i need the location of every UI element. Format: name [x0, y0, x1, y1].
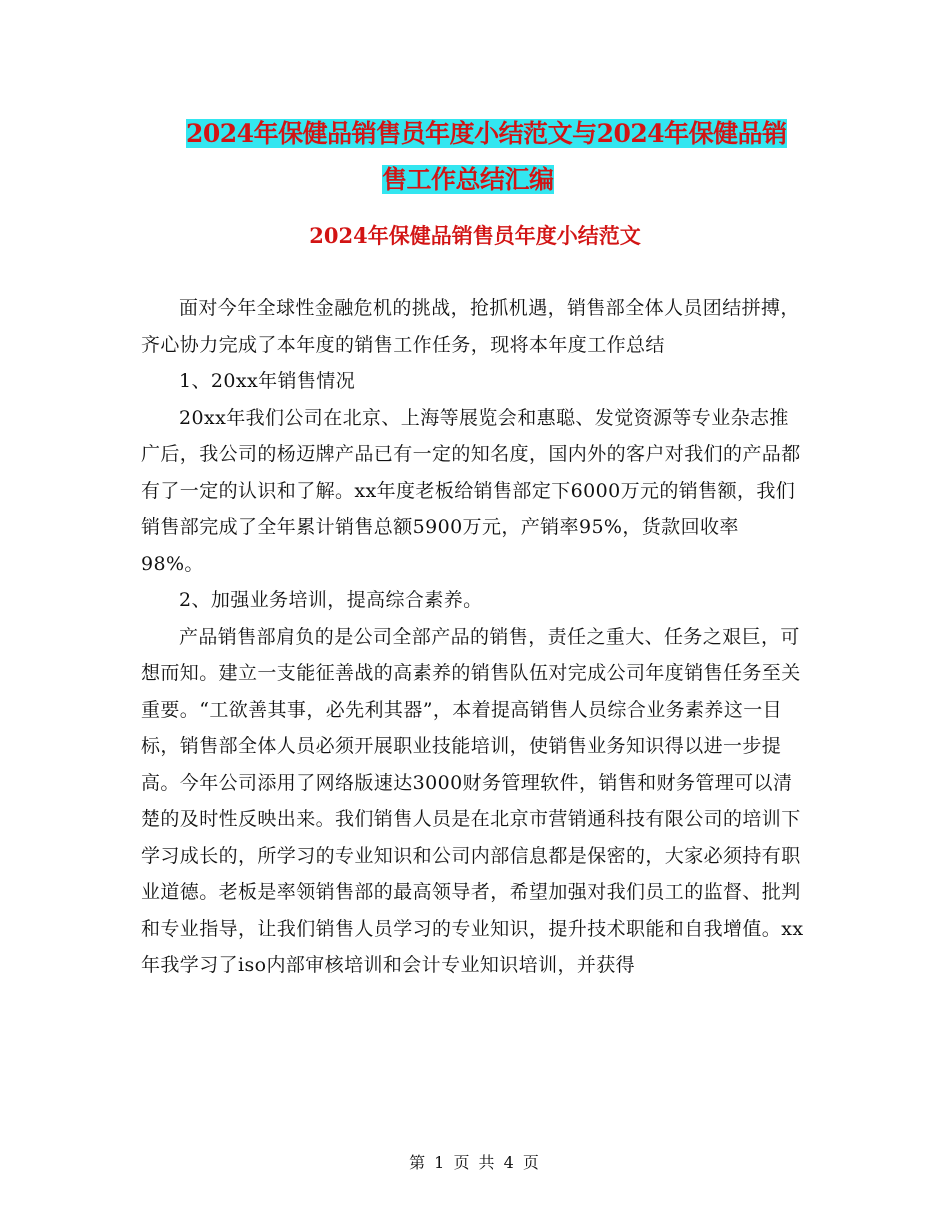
document-body: [141, 290, 806, 984]
paragraph-heading-2: 2、加强业务培训，提高综合素养。: [179, 589, 483, 611]
paragraph-heading-1: 1、20xx年销售情况: [179, 370, 356, 392]
document-title: [186, 111, 826, 203]
page-number-footer: 第 1 页 共 4 页: [409, 1153, 541, 1172]
section-heading: 2024年保健品销售员年度小结范文: [309, 223, 641, 248]
paragraph-training: 产品销售部肩负的是公司全部产品的销售，责任之重大、任务之艰巨，可想而知。建立一支能征善战的高素养的销售队伍对完成公司年度销售任务至关重要。“工欲善其事，必先利其器”，本着提高销售人员综合业务素养这一目标，销售部全体人员必须开展职业技能培训，使销售业务知识得以进一步提高。今年公司添用了网络版速达3000财务管理软件，销售和财务管理可以清楚的及时性反映出来。我们销售人员是在北京市营销通科技有限公司的培训下学习成长的，所学习的专业知识和公司内部信息都是保密的，大家必须持有职业道德。老板是率领销售部的最高领导者，希望加强对我们员工的监督、批判和专业指导，让我们销售人员学习的专业知识，提升技术职能和自我增值。xx年我学习了iso内部审核培训和会计专业知识培训，并获得: [141, 625, 804, 976]
title-line-2: 售工作总结汇编: [382, 165, 554, 194]
paragraph-intro: 面对今年全球性金融危机的挑战，抢抓机遇，销售部全体人员团结拼搏，齐心协力完成了本年度的销售工作任务，现将本年度工作总结: [141, 297, 800, 356]
title-line-1: 2024年保健品销售员年度小结范文与2024年保健品销: [186, 119, 787, 148]
paragraph-sales: 20xx年我们公司在北京、上海等展览会和惠聪、发觉资源等专业杂志推广后，我公司的杨迈牌产品已有一定的知名度，国内外的客户对我们的产品都有了一定的认识和了解。xx年度老板给销售部定下6000万元的销售额，我们销售部完成了全年累计销售总额5900万元，产销率95%，货款回收率 98%。: [141, 406, 801, 575]
